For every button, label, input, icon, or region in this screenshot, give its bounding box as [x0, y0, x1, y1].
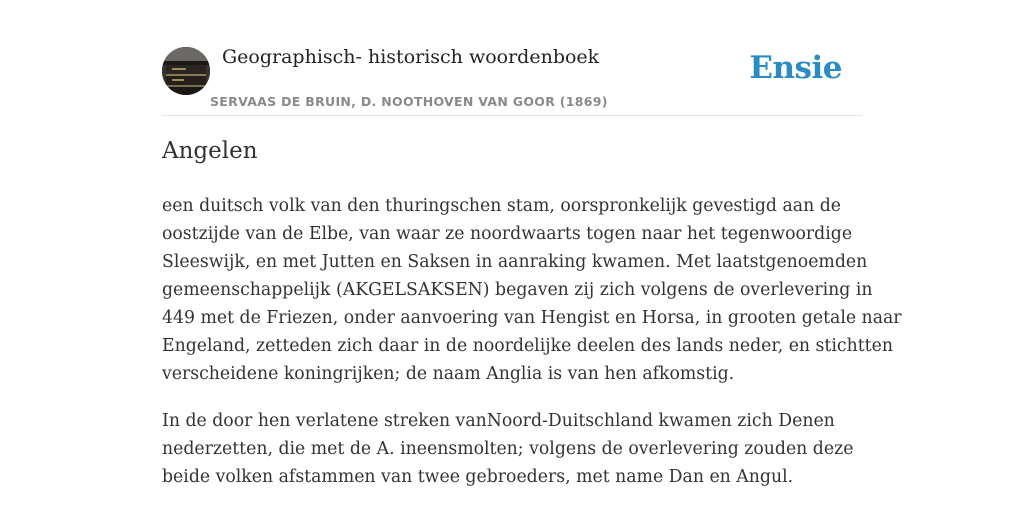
entry-headword: Angelen: [162, 138, 258, 164]
book-header: [162, 40, 862, 116]
paragraph-line: 449 met de Friezen, onder aanvoering van Hengist en Horsa, in grooten getale naar: [162, 308, 902, 328]
paragraph-line: verscheidene koningrijken; de naam Anglia is van hen afkomstig.: [162, 364, 735, 384]
paragraph-line: beide volken afstammen van twee gebroeders, met name Dan en Angul.: [162, 467, 794, 487]
paragraph-line: oostzijde van de Elbe, van waar ze noordwaarts togen naar het tegenwoordige: [162, 224, 853, 244]
paragraph-line: In de door hen verlatene streken vanNoord-Duitschland kwamen zich Denen: [162, 411, 835, 431]
paragraph-line: gemeenschappelijk (AKGELSAKSEN) begaven zij zich volgens de overlevering in: [162, 280, 873, 300]
paragraph-line: nederzetten, die met de A. ineensmolten; volgens de overlevering zouden deze: [162, 439, 854, 459]
book-title-link[interactable]: Geographisch- historisch woordenboek: [222, 46, 600, 68]
entry-body: [162, 192, 902, 510]
paragraph-line: Sleeswijk, en met Jutten en Saksen in aanraking kwamen. Met laatstgenoemden: [162, 252, 868, 272]
paragraph-line: Engeland, zetteden zich daar in de noordelijke deelen des lands neder, en stichtten: [162, 336, 893, 356]
paragraph-line: een duitsch volk van den thuringschen stam, oorspronkelijk gevestigd aan de: [162, 196, 841, 216]
entry-paragraph: [162, 407, 862, 491]
book-author: SERVAAS DE BRUIN, D. NOOTHOVEN VAN GOOR (1869): [210, 94, 608, 109]
book-cover-avatar-icon[interactable]: [162, 47, 210, 95]
entry-paragraph: [162, 192, 902, 388]
ensie-logo-link[interactable]: Ensie: [749, 50, 842, 86]
